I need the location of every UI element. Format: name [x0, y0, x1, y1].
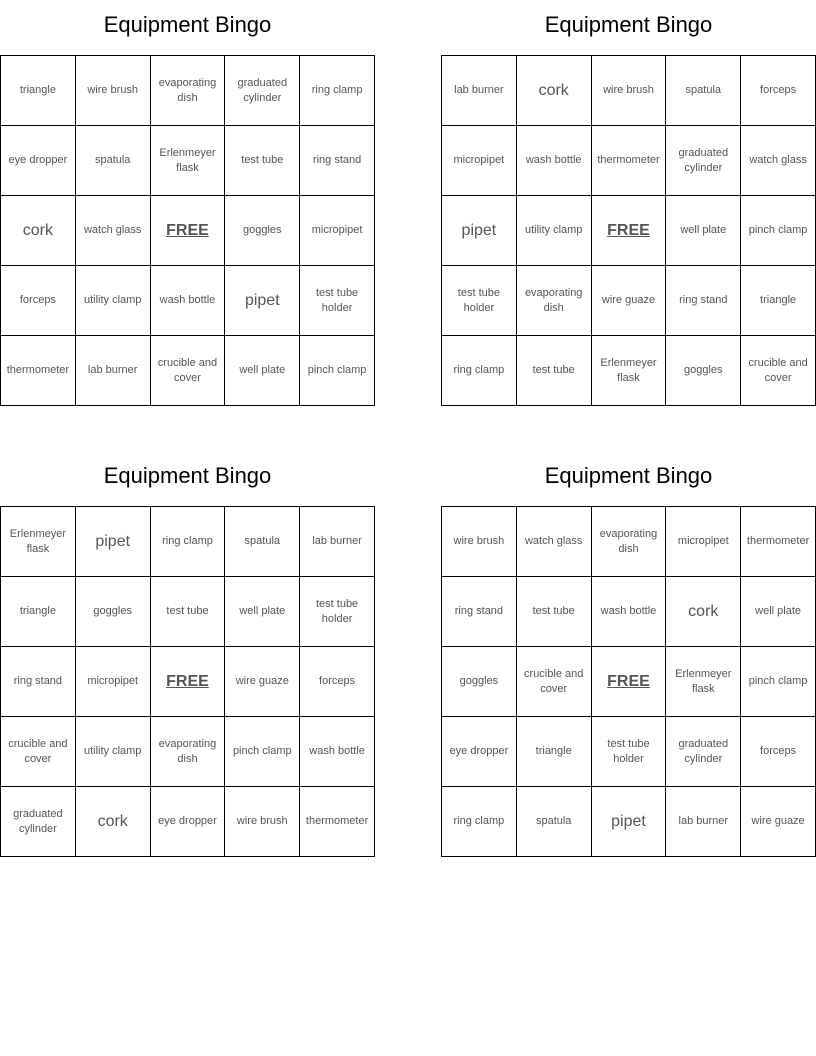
- bingo-cell: test tube: [517, 336, 592, 406]
- bingo-cell: goggles: [666, 336, 741, 406]
- bingo-cell: lab burner: [666, 787, 741, 857]
- bingo-grid: [0, 506, 375, 857]
- bingo-cell: forceps: [300, 647, 375, 717]
- bingo-cell: spatula: [517, 787, 592, 857]
- bingo-cell: graduated cylinder: [666, 717, 741, 787]
- bingo-cell: thermometer: [592, 126, 667, 196]
- free-space-cell: FREE: [592, 647, 667, 717]
- bingo-cell: micropipet: [666, 507, 741, 577]
- bingo-cell: eye dropper: [1, 126, 76, 196]
- bingo-cell: wash bottle: [592, 577, 667, 647]
- bingo-cell: wash bottle: [300, 717, 375, 787]
- bingo-cell: lab burner: [300, 507, 375, 577]
- bingo-cell: wash bottle: [151, 266, 226, 336]
- bingo-cell: cork: [517, 56, 592, 126]
- card-title: Equipment Bingo: [544, 12, 713, 37]
- bingo-cell: crucible and cover: [151, 336, 226, 406]
- bingo-cell: watch glass: [76, 196, 151, 266]
- bingo-cell: goggles: [225, 196, 300, 266]
- bingo-cell: forceps: [1, 266, 76, 336]
- bingo-cell: wire brush: [225, 787, 300, 857]
- bingo-cell: graduated cylinder: [666, 126, 741, 196]
- bingo-cell: ring stand: [1, 647, 76, 717]
- bingo-cell: ring clamp: [151, 507, 226, 577]
- bingo-cell: ring stand: [442, 577, 517, 647]
- bingo-cell: pipet: [76, 507, 151, 577]
- bingo-cell: cork: [666, 577, 741, 647]
- bingo-cell: watch glass: [517, 507, 592, 577]
- bingo-cell: wire guaze: [225, 647, 300, 717]
- bingo-cell: pinch clamp: [741, 196, 816, 266]
- bingo-cell: pipet: [225, 266, 300, 336]
- bingo-grid: [441, 55, 816, 406]
- bingo-grid: [441, 506, 816, 857]
- bingo-cell: eye dropper: [151, 787, 226, 857]
- card-title: Equipment Bingo: [103, 463, 272, 488]
- bingo-cell: eye dropper: [442, 717, 517, 787]
- bingo-cell: well plate: [666, 196, 741, 266]
- bingo-cell: wire brush: [442, 507, 517, 577]
- bingo-cell: lab burner: [76, 336, 151, 406]
- bingo-cell: crucible and cover: [1, 717, 76, 787]
- bingo-cell: pinch clamp: [225, 717, 300, 787]
- bingo-cell: well plate: [225, 336, 300, 406]
- bingo-cell: micropipet: [442, 126, 517, 196]
- bingo-cell: pinch clamp: [741, 647, 816, 717]
- card-title: Equipment Bingo: [544, 463, 713, 488]
- bingo-cell: wire guaze: [741, 787, 816, 857]
- bingo-cell: forceps: [741, 56, 816, 126]
- bingo-cell: evaporating dish: [151, 56, 226, 126]
- bingo-cell: utility clamp: [76, 717, 151, 787]
- bingo-cell: spatula: [76, 126, 151, 196]
- bingo-cell: cork: [1, 196, 76, 266]
- bingo-cell: cork: [76, 787, 151, 857]
- bingo-cell: test tube: [225, 126, 300, 196]
- bingo-cell: micropipet: [76, 647, 151, 717]
- bingo-cell: wire guaze: [592, 266, 667, 336]
- bingo-cell: watch glass: [741, 126, 816, 196]
- bingo-cell: Erlenmeyer flask: [151, 126, 226, 196]
- bingo-cell: spatula: [666, 56, 741, 126]
- card-title: Equipment Bingo: [103, 12, 272, 37]
- bingo-cell: test tube holder: [592, 717, 667, 787]
- bingo-cell: test tube: [151, 577, 226, 647]
- bingo-cell: evaporating dish: [592, 507, 667, 577]
- bingo-cell: ring clamp: [442, 336, 517, 406]
- bingo-cell: test tube holder: [442, 266, 517, 336]
- bingo-cell: ring clamp: [300, 56, 375, 126]
- bingo-cell: Erlenmeyer flask: [1, 507, 76, 577]
- bingo-cell: ring stand: [300, 126, 375, 196]
- bingo-cell: triangle: [517, 717, 592, 787]
- bingo-cell: well plate: [741, 577, 816, 647]
- bingo-cell: goggles: [442, 647, 517, 717]
- bingo-cell: goggles: [76, 577, 151, 647]
- bingo-cell: pinch clamp: [300, 336, 375, 406]
- bingo-cell: forceps: [741, 717, 816, 787]
- bingo-cell: test tube: [517, 577, 592, 647]
- bingo-cell: graduated cylinder: [225, 56, 300, 126]
- bingo-cell: thermometer: [741, 507, 816, 577]
- bingo-cell: crucible and cover: [741, 336, 816, 406]
- bingo-cell: evaporating dish: [517, 266, 592, 336]
- bingo-cell: lab burner: [442, 56, 517, 126]
- bingo-cell: Erlenmeyer flask: [592, 336, 667, 406]
- free-space-cell: FREE: [592, 196, 667, 266]
- free-space-cell: FREE: [151, 196, 226, 266]
- bingo-cell: crucible and cover: [517, 647, 592, 717]
- bingo-cell: wire brush: [592, 56, 667, 126]
- bingo-cell: triangle: [1, 577, 76, 647]
- bingo-cell: triangle: [741, 266, 816, 336]
- bingo-cell: ring stand: [666, 266, 741, 336]
- bingo-cell: thermometer: [300, 787, 375, 857]
- free-space-cell: FREE: [151, 647, 226, 717]
- bingo-cell: pipet: [592, 787, 667, 857]
- bingo-cell: wash bottle: [517, 126, 592, 196]
- bingo-cell: evaporating dish: [151, 717, 226, 787]
- bingo-cell: spatula: [225, 507, 300, 577]
- bingo-cell: triangle: [1, 56, 76, 126]
- bingo-cell: pipet: [442, 196, 517, 266]
- bingo-cell: test tube holder: [300, 577, 375, 647]
- bingo-cell: utility clamp: [517, 196, 592, 266]
- bingo-grid: [0, 55, 375, 406]
- bingo-cell: micropipet: [300, 196, 375, 266]
- bingo-cell: Erlenmeyer flask: [666, 647, 741, 717]
- bingo-cell: test tube holder: [300, 266, 375, 336]
- bingo-cell: thermometer: [1, 336, 76, 406]
- bingo-cell: utility clamp: [76, 266, 151, 336]
- bingo-cell: ring clamp: [442, 787, 517, 857]
- bingo-cell: graduated cylinder: [1, 787, 76, 857]
- bingo-cell: well plate: [225, 577, 300, 647]
- bingo-cell: wire brush: [76, 56, 151, 126]
